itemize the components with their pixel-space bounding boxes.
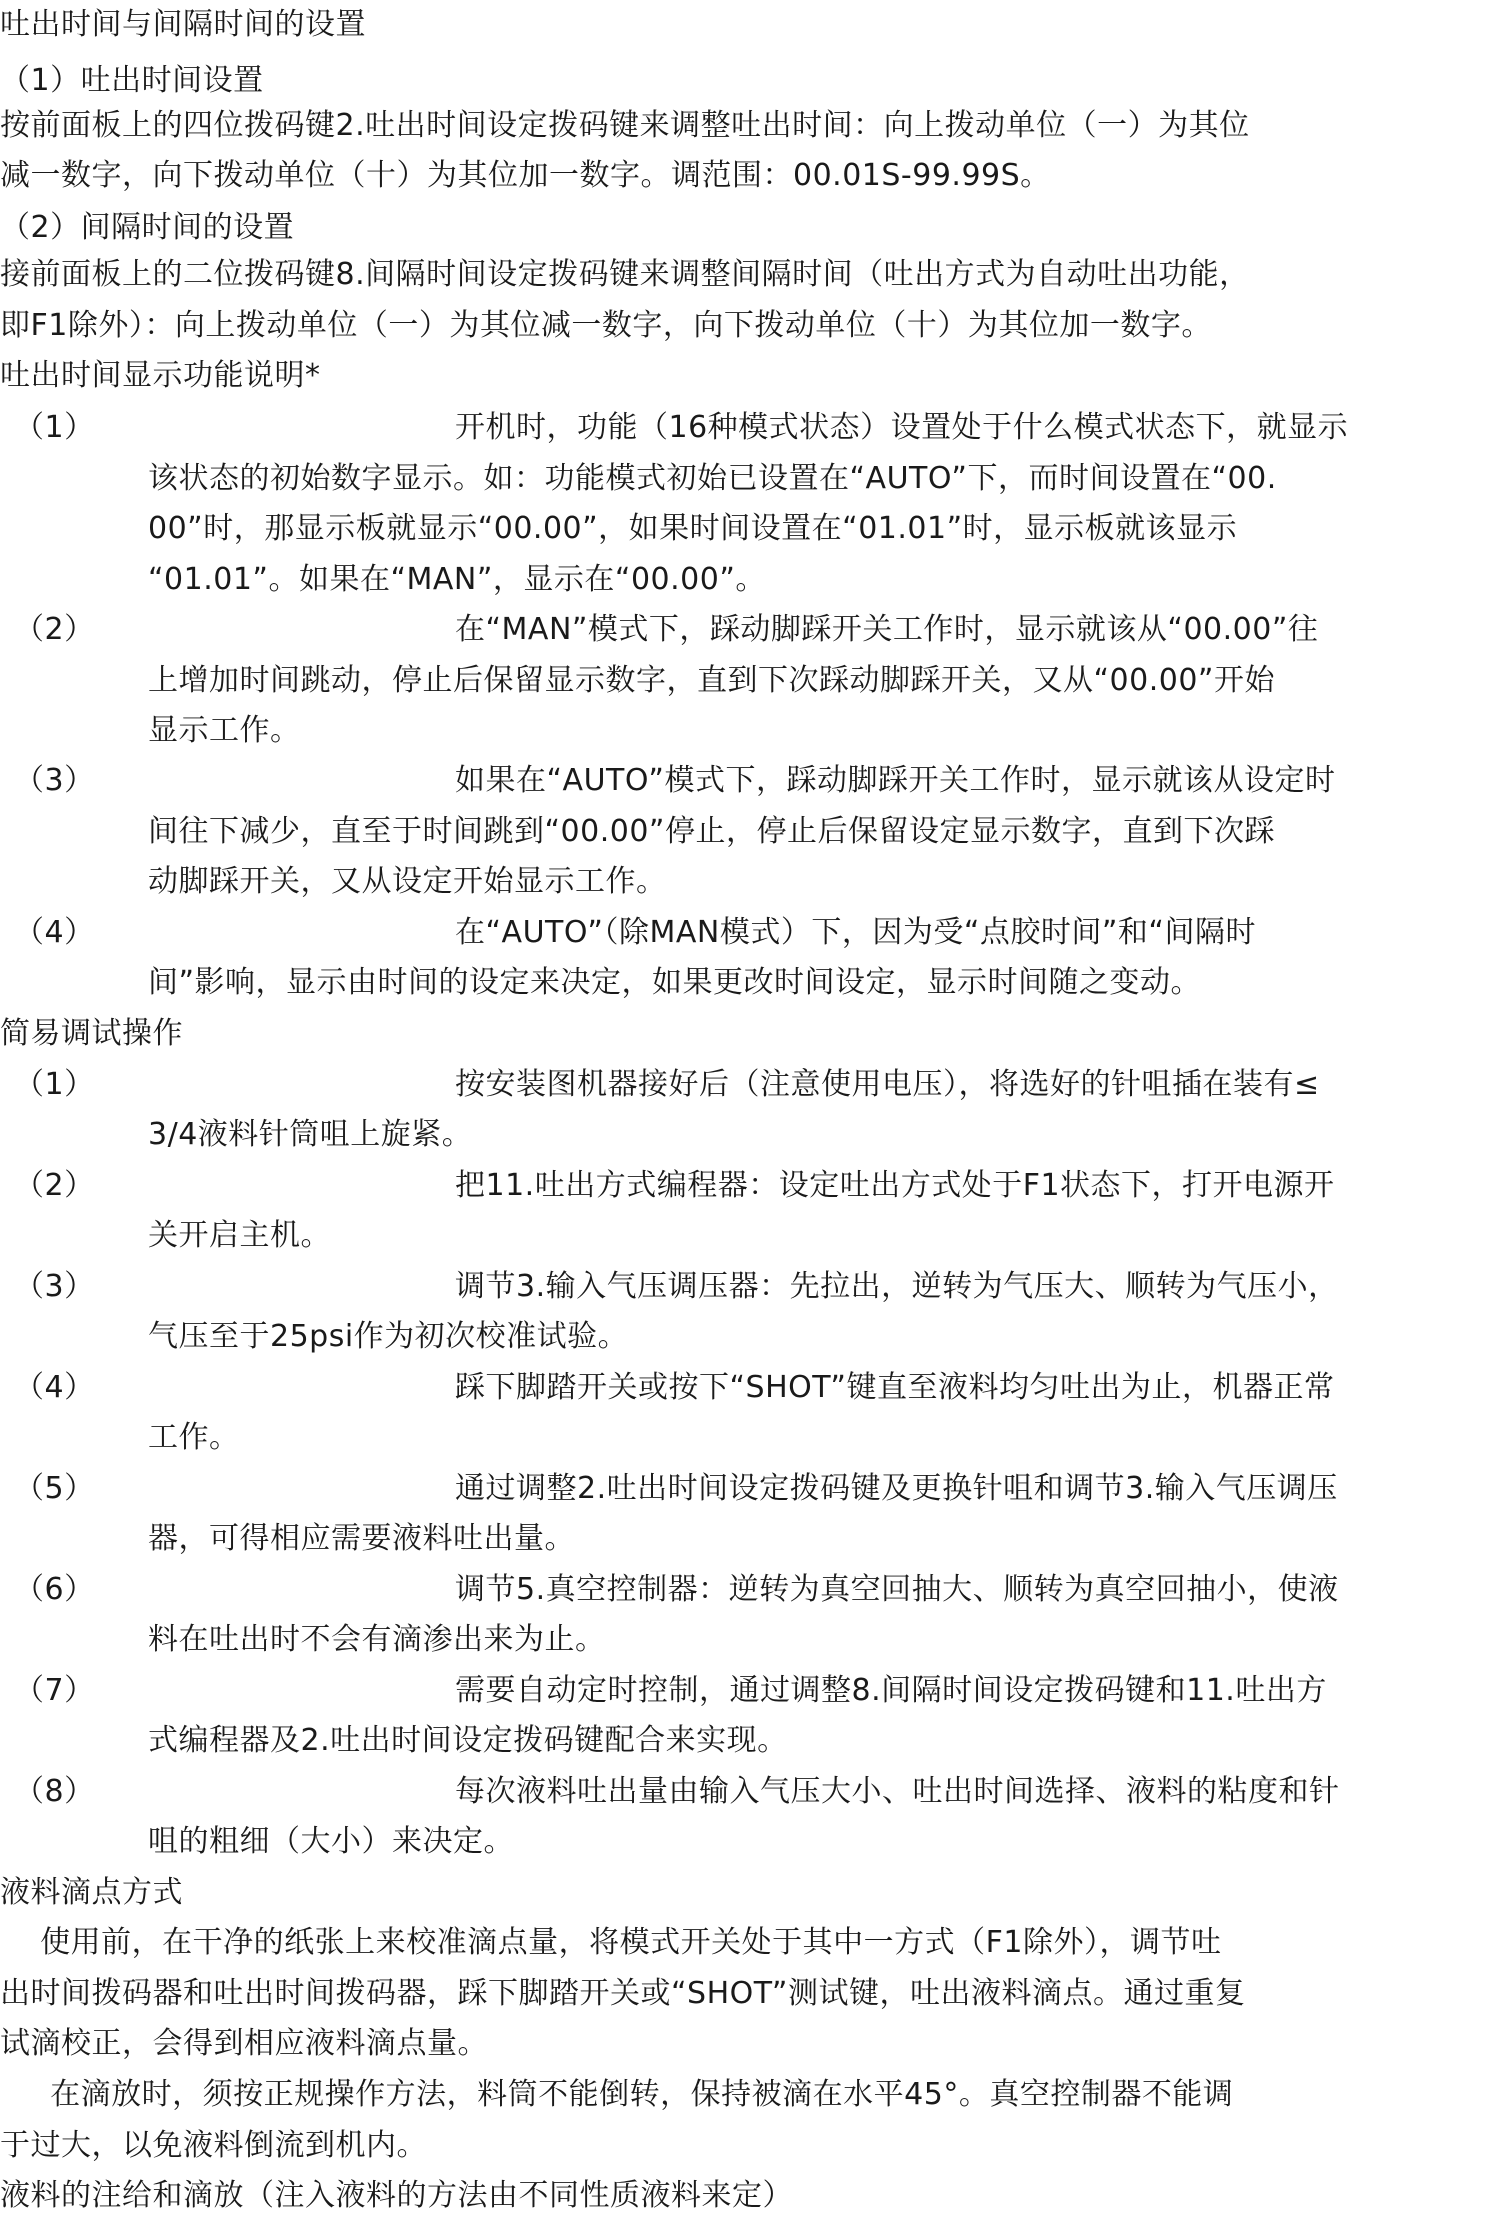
subheading-interval-time: （2）间隔时间的设置: [0, 210, 295, 245]
list-item-text: 通过调整2.吐出时间设定拨码键及更换针咀和调节3.输入气压调压: [455, 1471, 1338, 1506]
list-item-text: 式编程器及2.吐出时间设定拨码键配合来实现。: [148, 1723, 788, 1758]
paragraph-line: 出时间拨码器和吐出时间拨码器，踩下脚踏开关或“SHOT”测试键，吐出液料滴点。通过重复: [0, 1976, 1246, 2011]
list-item-number: （8）: [14, 1774, 95, 1809]
list-item-number: （3）: [14, 1269, 95, 1304]
list-item-number: （7）: [14, 1673, 95, 1708]
list-item-text: 动脚踩开关，又从设定开始显示工作。: [148, 864, 667, 899]
list-item-text: 间往下减少，直至于时间跳到“00.00”停止，停止后保留设定显示数字，直到下次踩: [148, 814, 1275, 849]
list-item-text: 料在吐出时不会有滴渗出来为止。: [148, 1622, 606, 1657]
paragraph-line: 使用前，在干净的纸张上来校准滴点量，将模式开关处于其中一方式（F1除外），调节吐: [0, 1925, 1222, 1960]
list-item-text: 调节5.真空控制器：逆转为真空回抽大、顺转为真空回抽小，使液: [455, 1572, 1339, 1607]
list-item-text: 踩下脚踏开关或按下“SHOT”键直至液料均匀吐出为止，机器正常: [455, 1370, 1335, 1405]
subheading-dispense-time: （1）吐出时间设置: [0, 63, 264, 98]
list-item-text: 该状态的初始数字显示。如：功能模式初始已设置在“AUTO”下，而时间设置在“00.: [148, 461, 1277, 496]
section-title-display-function: 吐出时间显示功能说明*: [0, 358, 321, 393]
paragraph-line: 减一数字，向下拨动单位（十）为其位加一数字。调范围：00.01S-99.99S。: [0, 158, 1051, 193]
list-item-text: 3/4液料针筒咀上旋紧。: [148, 1117, 473, 1152]
paragraph-line: 即F1除外）：向上拨动单位（一）为其位减一数字，向下拨动单位（十）为其位加一数字。: [0, 308, 1212, 343]
list-item-number: （2）: [14, 612, 95, 647]
section-title-time-settings: 吐出时间与间隔时间的设置: [0, 7, 366, 42]
list-item-text: 上增加时间跳动，停止后保留显示数字，直到下次踩动脚踩开关，又从“00.00”开始: [148, 663, 1275, 698]
list-item-text: 气压至于25psi作为初次校准试验。: [148, 1319, 629, 1354]
list-item-text: 按安装图机器接好后（注意使用电压），将选好的针咀插在装有≤: [455, 1067, 1320, 1102]
list-item-number: （5）: [14, 1471, 95, 1506]
section-title-dispense-dot-method: 液料滴点方式: [0, 1875, 183, 1910]
paragraph-line: 试滴校正，会得到相应液料滴点量。: [0, 2026, 488, 2061]
list-item-text: 开机时，功能（16种模式状态）设置处于什么模式状态下，就显示: [455, 410, 1349, 445]
paragraph-line: 于过大，以免液料倒流到机内。: [0, 2128, 427, 2163]
list-item-text: 调节3.输入气压调压器：先拉出，逆转为气压大、顺转为气压小，: [455, 1269, 1339, 1304]
list-item-text: 在“MAN”模式下，踩动脚踩开关工作时，显示就该从“00.00”往: [455, 612, 1319, 647]
list-item-text: 器，可得相应需要液料吐出量。: [148, 1521, 575, 1556]
list-item-number: （6）: [14, 1572, 95, 1607]
list-item-text: 在“AUTO”（除MAN模式）下，因为受“点胶时间”和“间隔时: [455, 915, 1256, 950]
paragraph-line: 接前面板上的二位拨码键8.间隔时间设定拨码键来调整间隔时间（吐出方式为自动吐出功能，: [0, 257, 1250, 292]
paragraph-line: 在滴放时，须按正规操作方法，料筒不能倒转，保持被滴在水平45°。真空控制器不能调: [0, 2077, 1234, 2112]
list-item-text: 每次液料吐出量由输入气压大小、吐出时间选择、液料的粘度和针: [455, 1774, 1340, 1809]
list-item-text: 工作。: [148, 1420, 240, 1455]
list-item-text: 需要自动定时控制，通过调整8.间隔时间设定拨码键和11.吐出方: [455, 1673, 1327, 1708]
list-item-text: 间”影响，显示由时间的设定来决定，如果更改时间设定，显示时间随之变动。: [148, 965, 1202, 1000]
list-item-number: （2）: [14, 1168, 95, 1203]
list-item-number: （1）: [14, 1067, 95, 1102]
list-item-number: （4）: [14, 915, 95, 950]
list-item-text: 把11.吐出方式编程器：设定吐出方式处于F1状态下，打开电源开: [455, 1168, 1335, 1203]
list-item-number: （1）: [14, 410, 95, 445]
section-title-quick-debug: 简易调试操作: [0, 1016, 183, 1051]
list-item-text: 咀的粗细（大小）来决定。: [148, 1824, 514, 1859]
paragraph-line: 按前面板上的四位拨码键2.吐出时间设定拨码键来调整吐出时间：向上拨动单位（一）为其位: [0, 108, 1250, 143]
list-item-text: 如果在“AUTO”模式下，踩动脚踩开关工作时，显示就该从设定时: [455, 763, 1336, 798]
list-item-number: （3）: [14, 763, 95, 798]
list-item-text: “01.01”。如果在“MAN”，显示在“00.00”。: [148, 562, 766, 597]
list-item-text: 关开启主机。: [148, 1218, 331, 1253]
list-item-text: 00”时，那显示板就显示“00.00”，如果时间设置在“01.01”时，显示板就该显示: [148, 511, 1238, 546]
list-item-text: 显示工作。: [148, 713, 301, 748]
list-item-number: （4）: [14, 1370, 95, 1405]
section-title-liquid-injection: 液料的注给和滴放（注入液料的方法由不同性质液料来定）: [0, 2178, 793, 2213]
